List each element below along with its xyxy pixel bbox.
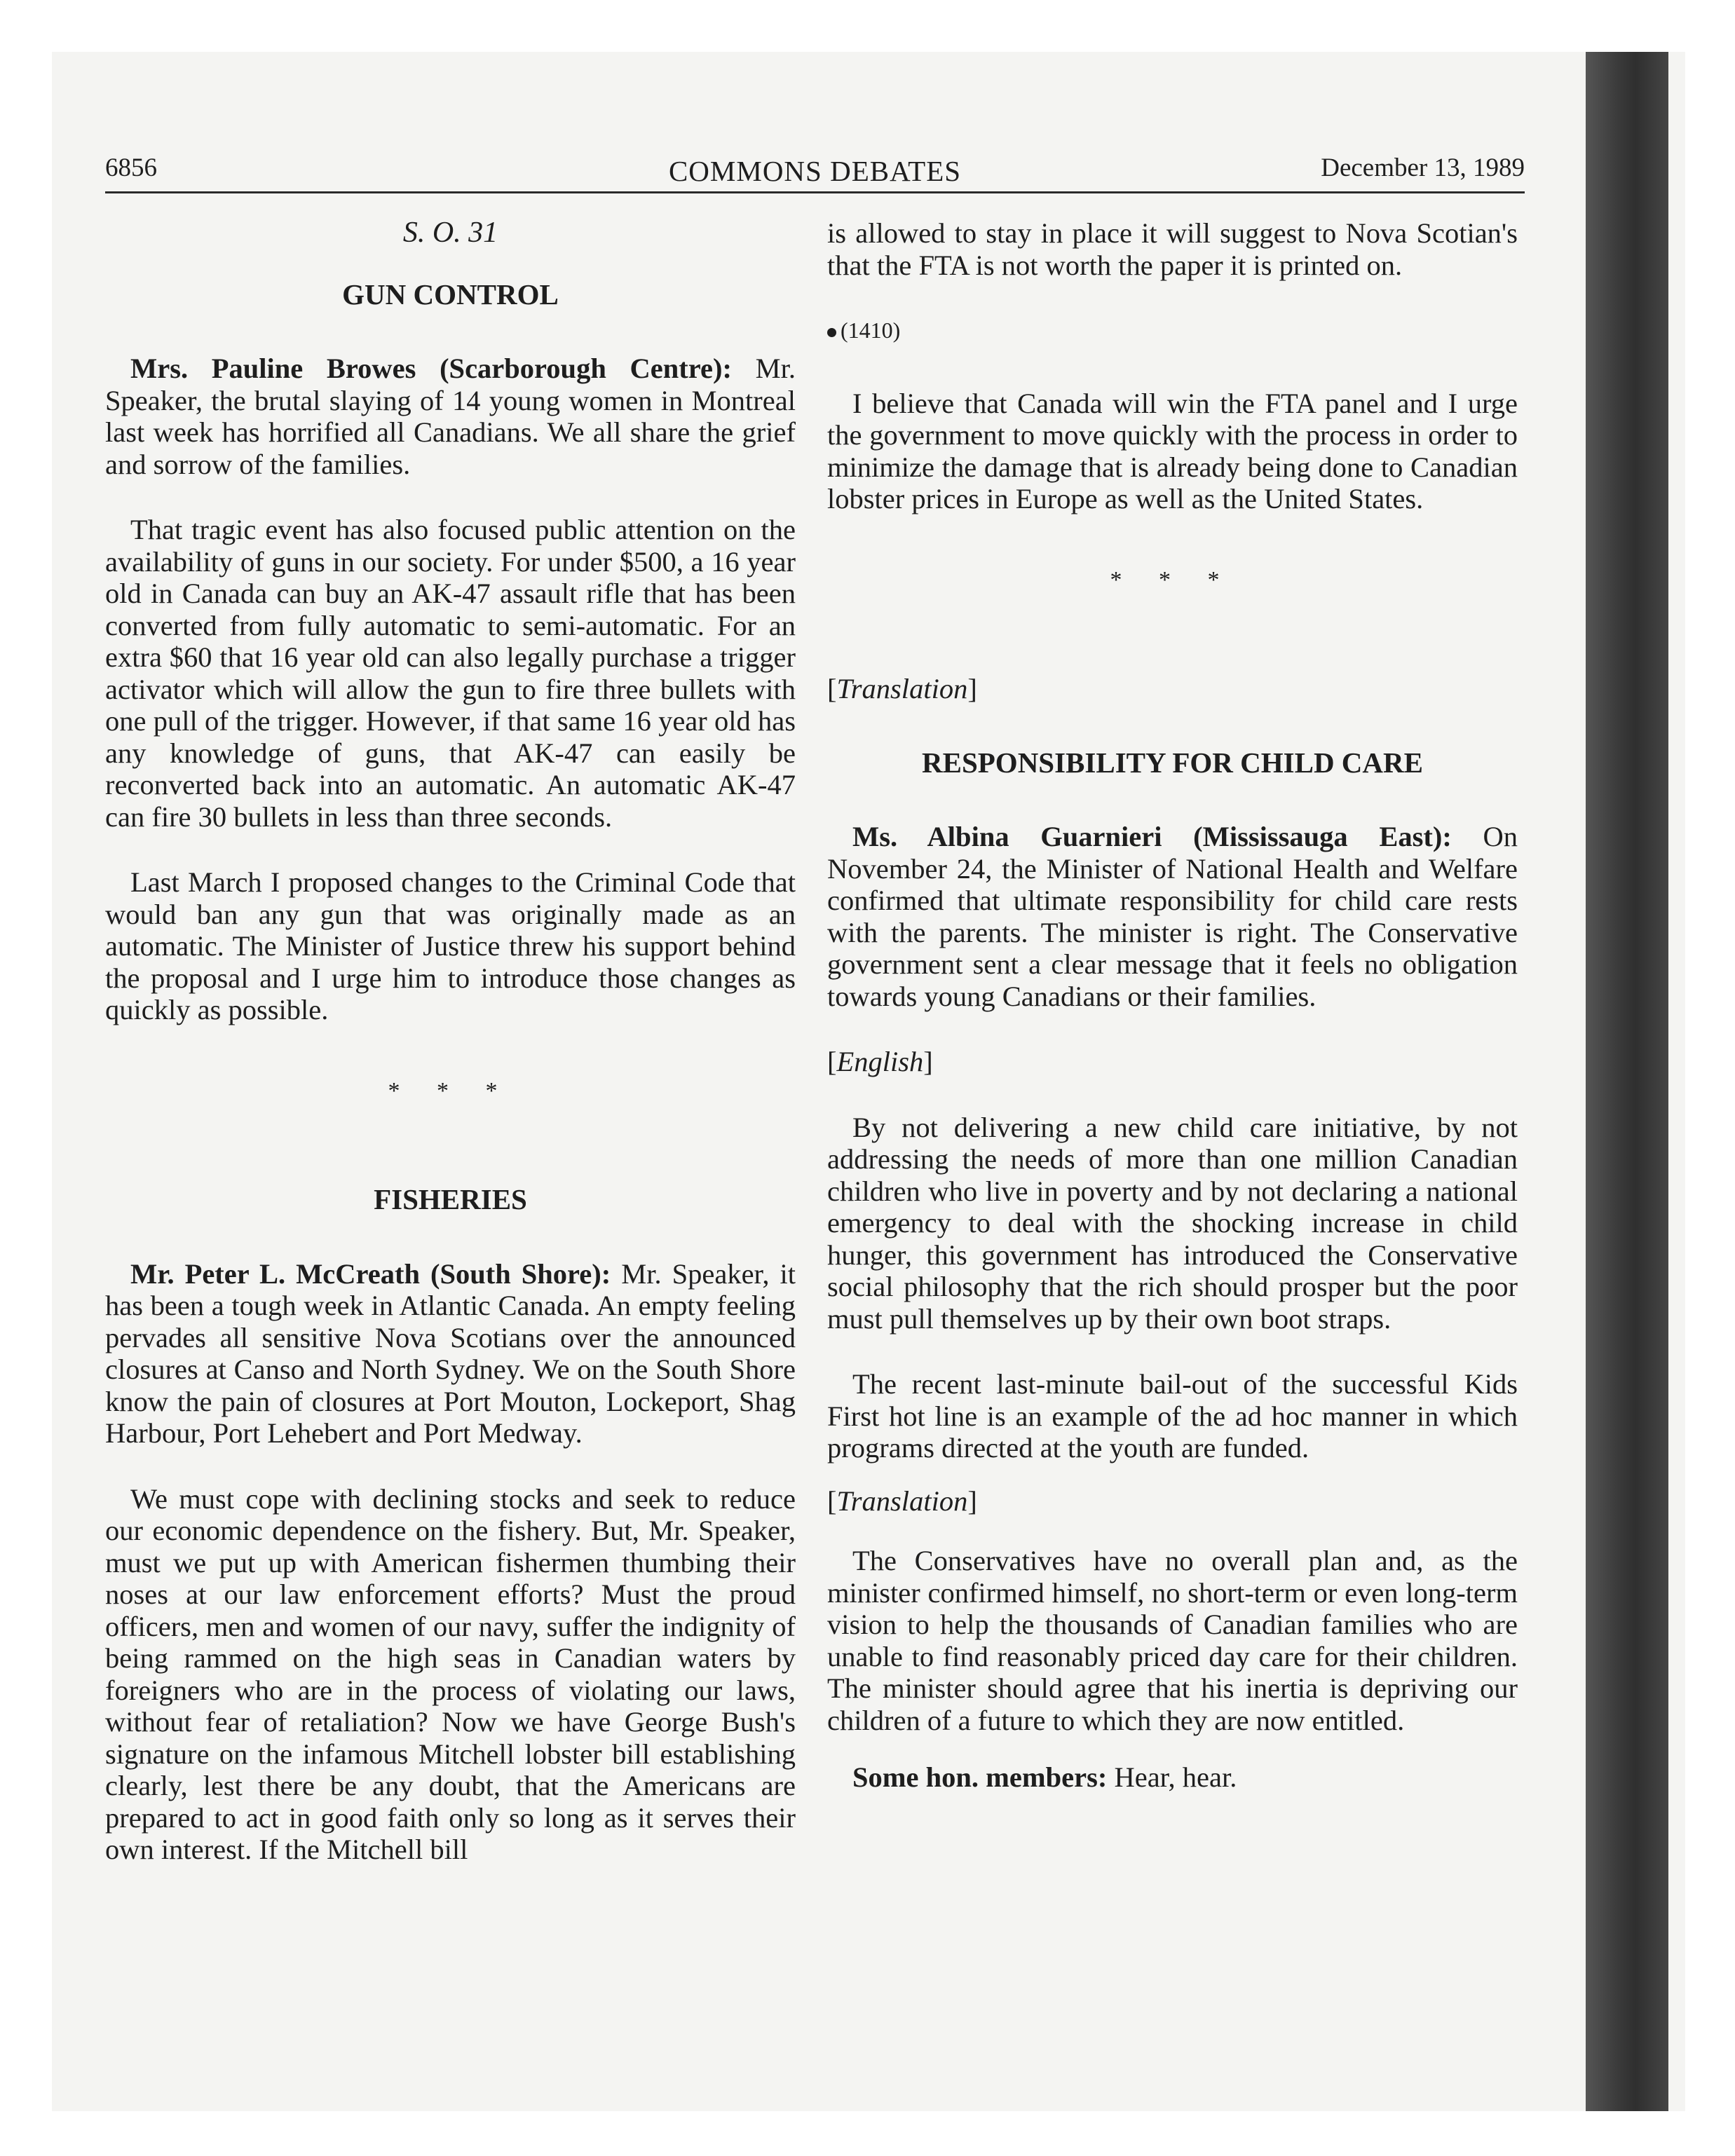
- speech-text: On November 24, the Minister of National Health and Welfare confirmed that ultimate responsibility for child care rests with the parents. The minister is right. The Conservative government sent a clear message that it feels no obligation towards young Canadians or their families.: [827, 821, 1518, 1012]
- journal-title: COMMONS DEBATES: [668, 155, 962, 187]
- paragraph: That tragic event has also focused public attention on the availability of guns in our society. For under $500, a 16 year old in Canada can buy an AK-47 assault rifle that has been converted from fully automatic to semi-automatic. For an extra $60 that 16 year old can also legally purchase a trigger activator which will allow the gun to fire three bullets with one pull of the trigger. However, if that same 16 year old has any knowledge of guns, that AK-47 can easily be reconverted back into an automatic. An automatic AK-47 can fire 30 bullets in less than three seconds.: [105, 514, 796, 833]
- speaker-name: Mr. Peter L. McCreath (South Shore):: [130, 1257, 611, 1290]
- language-note-text: Translation: [836, 673, 968, 704]
- heading-fisheries: FISHERIES: [374, 1183, 527, 1215]
- speech-text: Hear, hear.: [1114, 1761, 1237, 1793]
- heading-child-care: RESPONSIBILITY FOR CHILD CARE: [922, 746, 1423, 779]
- paragraph: [827, 1761, 1518, 1794]
- language-note: [Translation]: [827, 673, 977, 704]
- language-note: [English]: [827, 1046, 933, 1077]
- paragraph: By not delivering a new child care initiative, by not addressing the needs of more than one million Canadian children who live in poverty and by not declaring a national emergency to deal with the shocking increase in child hunger, this government has introduced the Conservative social philosophy that the rich should prosper but the poor must pull themselves up by their own boot straps.: [827, 1111, 1518, 1335]
- heading-gun-control: GUN CONTROL: [342, 278, 559, 311]
- speaker-name: Some hon. members:: [852, 1761, 1108, 1793]
- issue-date: December 13, 1989: [1321, 153, 1525, 182]
- paragraph: I believe that Canada will win the FTA panel and I urge the government to move quickly with the process in order to minimize the damage that is already being done to Canadian lobster prices in Europe as well as the United States.: [827, 387, 1518, 514]
- language-note-text: Translation: [836, 1485, 968, 1517]
- section-separator: * * *: [388, 1077, 513, 1104]
- speech-text: Mr. Speaker, the brutal slaying of 14 young women in Montreal last week has horrified all Canadians. We all share the grief and sorrow of the families.: [105, 353, 796, 480]
- right-column: [827, 217, 1518, 1827]
- page-number: 6856: [105, 153, 157, 182]
- paragraph: [105, 1258, 796, 1449]
- left-column: [105, 217, 796, 1899]
- bullet-icon: [827, 328, 836, 337]
- paragraph: [105, 353, 796, 480]
- running-header: [105, 151, 1525, 193]
- language-note: [Translation]: [827, 1485, 977, 1517]
- paragraph: The recent last-minute bail-out of the successful Kids First hot line is an example of the ad hoc manner in which programs directed at the youth are funded.: [827, 1368, 1518, 1464]
- time-marker-text: (1410): [841, 318, 901, 343]
- paragraph: We must cope with declining stocks and seek to reduce our economic dependence on the fishery. But, Mr. Speaker, must we put up with American fishermen thumbing their noses at our law enforcement efforts? Must the proud officers, men and women of our navy, suffer the indignity of being rammed on the high seas in Canadian waters by foreigners who are in the process of violating our laws, without fear of retaliation? Now we have George Bush's signature on the infamous Mitchell lobster bill establishing clearly, lest there be any doubt, that the Americans are prepared to act in good faith only so long as it serves their own interest. If the Mitchell bill: [105, 1482, 796, 1865]
- language-note-text: English: [836, 1046, 924, 1077]
- scan-edge-shadow: [1586, 52, 1668, 2111]
- paragraph: Last March I proposed changes to the Criminal Code that would ban any gun that was originally made as an automatic. The Minister of Justice threw his support behind the proposal and I urge him to introduce those changes as quickly as possible.: [105, 866, 796, 1025]
- speaker-name: Ms. Albina Guarnieri (Mississauga East):: [852, 821, 1452, 852]
- speech-text: Mr. Speaker, it has been a tough week in Atlantic Canada. An empty feeling pervades all sensitive Nova Scotians over the announced closures at Canso and North Sydney. We on the South Shore know the pain of closures at Port Mouton, Lockeport, Shag Harbour, Port Lehebert and Port Medway.: [105, 1257, 796, 1449]
- paragraph-continued: is allowed to stay in place it will suggest to Nova Scotian's that the FTA is not worth the paper it is printed on.: [827, 217, 1518, 281]
- speaker-name: Mrs. Pauline Browes (Scarborough Centre):: [130, 353, 732, 384]
- section-separator: * * *: [1110, 566, 1235, 593]
- paragraph: The Conservatives have no overall plan and, as the minister confirmed himself, no short-term or even long-term vision to help the thousands of Canadian families who are unable to find reasonably priced day care for their children. The minister should agree that his inertia is depriving our children of a future to which they are now entitled.: [827, 1545, 1518, 1736]
- section-label: S. O. 31: [402, 217, 498, 249]
- time-marker: [827, 315, 1518, 347]
- paragraph: [827, 821, 1518, 1012]
